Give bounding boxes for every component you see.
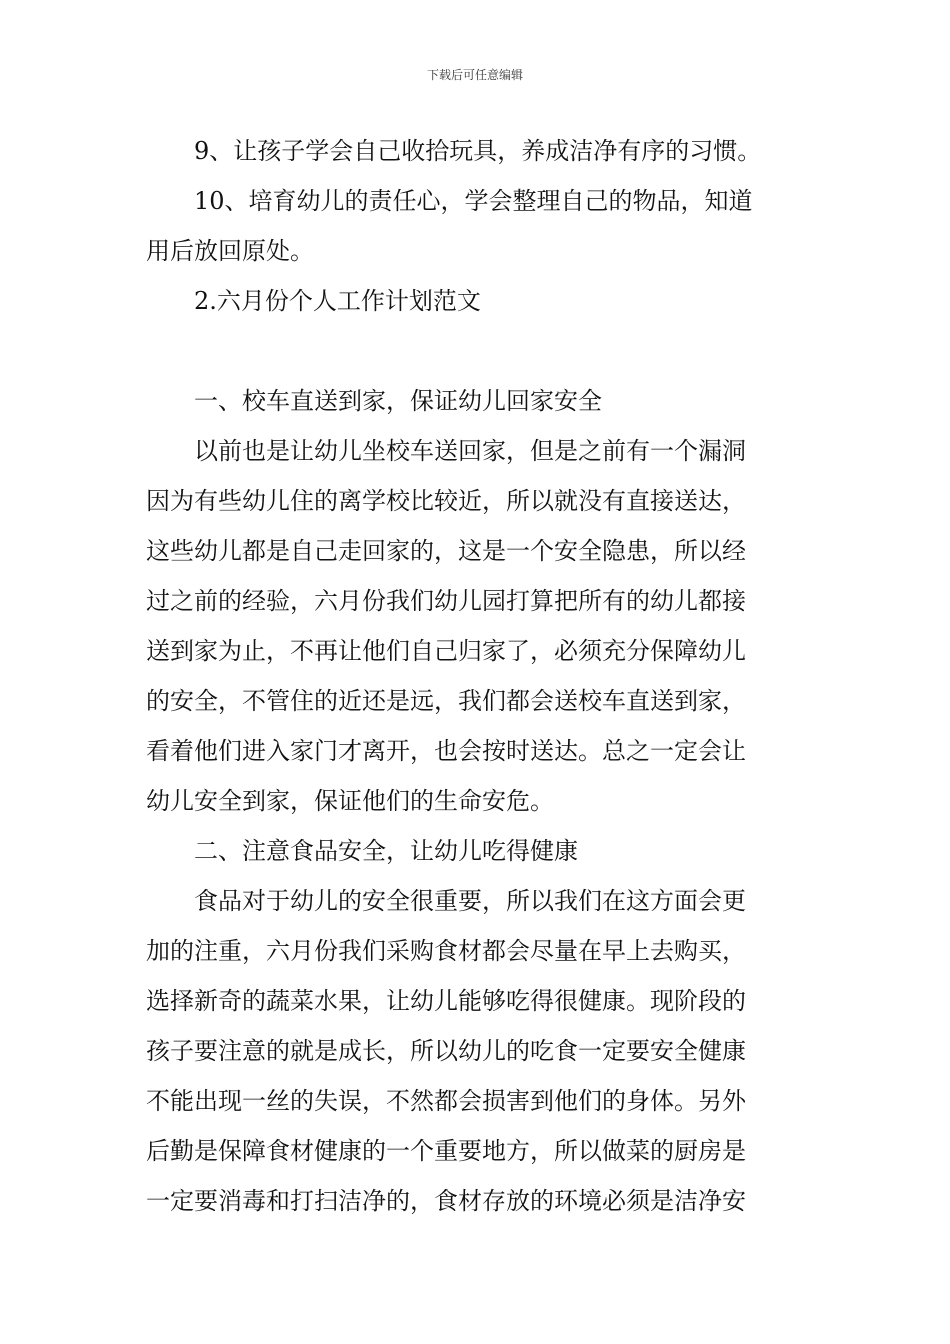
text-line: 10、培育幼儿的责任心，学会整理自己的物品，知道 [194,187,753,215]
text-line: 看着他们进入家门才离开，也会按时送达。总之一定会让 [146,737,746,765]
text-line: 幼儿安全到家，保证他们的生命安危。 [146,787,554,815]
text-line: 过之前的经验，六月份我们幼儿园打算把所有的幼儿都接 [146,587,746,615]
section-title: 2.六月份个人工作计划范文 [194,287,481,315]
text-line: 以前也是让幼儿坐校车送回家，但是之前有一个漏洞 [194,437,746,465]
text-line: 这些幼儿都是自己走回家的，这是一个安全隐患，所以经 [146,537,746,565]
blank-line [146,326,810,376]
document-body [146,126,810,1226]
text-line: 因为有些幼儿住的离学校比较近，所以就没有直接送达， [146,487,746,515]
text-line: 用后放回原处。 [146,237,314,265]
text-line: 送到家为止，不再让他们自己归家了，必须充分保障幼儿 [146,637,746,665]
text-line: 不能出现一丝的失误，不然都会损害到他们的身体。另外 [146,1087,746,1115]
text-line: 加的注重，六月份我们采购食材都会尽量在早上去购买， [146,937,746,965]
text-line: 9、让孩子学会自己收拾玩具，养成洁净有序的习惯。 [194,137,762,165]
text-line: 孩子要注意的就是成长，所以幼儿的吃食一定要安全健康 [146,1037,746,1065]
text-line: 的安全，不管住的近还是远，我们都会送校车直送到家， [146,687,746,715]
text-line: 选择新奇的蔬菜水果，让幼儿能够吃得很健康。现阶段的 [146,987,746,1015]
text-line: 一定要消毒和打扫洁净的，食材存放的环境必须是洁净安 [146,1187,746,1215]
page-header: 下载后可任意编辑 [426,68,523,82]
text-line: 后勤是保障食材健康的一个重要地方，所以做菜的厨房是 [146,1137,746,1165]
text-line: 食品对于幼儿的安全很重要，所以我们在这方面会更 [194,887,746,915]
section-heading: 二、注意食品安全，让幼儿吃得健康 [194,837,578,865]
section-heading: 一、校车直送到家，保证幼儿回家安全 [194,387,602,415]
